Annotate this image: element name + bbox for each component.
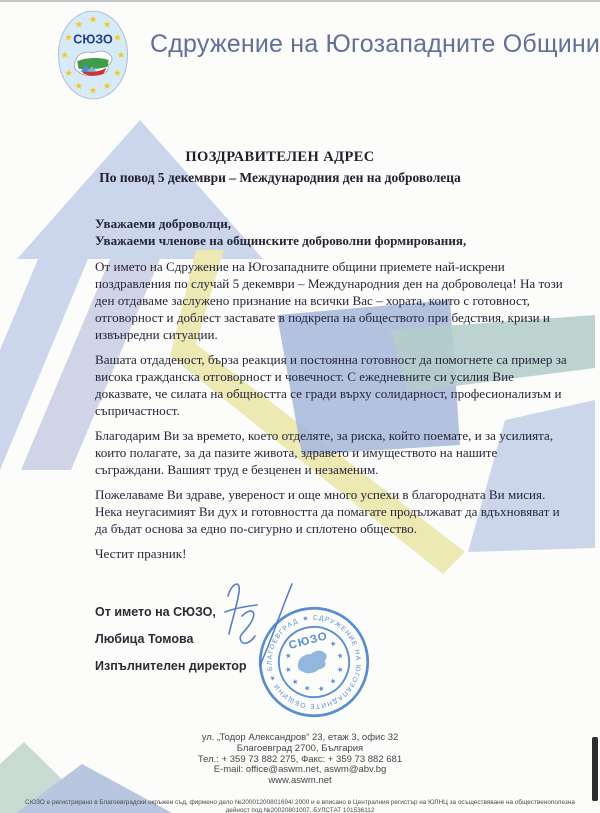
svg-text:★: ★: [328, 638, 338, 649]
registration-line-2: дейност под №20020801007, БУЛСТАТ 101536112: [225, 807, 375, 813]
footer-email: E-mail: office@aswm.net, aswm@abv.bg: [213, 764, 387, 776]
footer-city: Благоевград 2700, България: [236, 742, 364, 754]
paragraph-3: Благодарим Ви за времето, което отделяте, за риска, който поемате, и за усилията, които полагате, за да пазите живота, здравето и имуществото на нашите съграждани. Вашият труд е безценен и незаменим.: [95, 428, 554, 477]
svg-text:★: ★: [60, 50, 69, 62]
svg-text:★: ★: [88, 85, 98, 97]
svg-text:★: ★: [335, 650, 345, 661]
stamp-ring-text: ★ СДРУЖЕНИЕ НА ЮГОЗАПАДНИТЕ ОБЩИНИ ★ БЛАГОЕВГРАД: [266, 614, 362, 710]
svg-text:★: ★: [113, 32, 122, 44]
svg-text:★: ★: [335, 664, 345, 675]
svg-text:★: ★: [290, 676, 300, 687]
svg-text:★: ★: [102, 80, 112, 92]
logo-acronym: СЮЗО: [73, 32, 113, 47]
svg-text:★: ★: [283, 650, 293, 661]
svg-text:★: ★: [64, 67, 73, 79]
greeting-line-1: Уважаеми доброволци,: [95, 216, 232, 231]
organization-logo: [55, 9, 131, 101]
footer-phone-fax: Тел.: + 359 73 882 275, Факс: + 359 73 882 681: [197, 753, 403, 765]
official-round-stamp: [252, 600, 376, 724]
paragraph-2: Вашата отдаденост, бърза реакция и постоянна готовност да помогнете са пример за висока гражданска отговорност и човечност. С ежедневните си усилия Вие доказвате, че силата на общността се гради върху солидарност, професионализъм и съпричастност.: [95, 352, 567, 418]
greeting-line-2: Уважаеми членове на общинските доброволни формирования,: [95, 233, 467, 248]
footer-street: ул. „Тодор Александров“ 23, етаж 3, офис 32: [201, 732, 399, 743]
stamp-map: [295, 649, 330, 676]
scan-artifact-top-line: [0, 0, 600, 2]
signatory-name: Любица Томова: [95, 632, 194, 646]
svg-text:★: ★: [117, 50, 126, 62]
letter-heading: [60, 149, 500, 186]
closing-line: Честит празник!: [95, 546, 187, 561]
footer-address-block: [0, 733, 600, 787]
svg-text:★: ★: [64, 32, 73, 44]
svg-text:★: ★: [74, 80, 84, 92]
svg-text:★: ★: [102, 19, 112, 31]
footer-website: www.aswm.net: [268, 775, 332, 787]
organization-name: Сдружение на Югозападните Общини: [150, 30, 600, 58]
letter-subtitle: По повод 5 декември – Международния ден на доброволеца: [99, 170, 461, 185]
signatory-title: Изпълнителен директор: [95, 659, 247, 673]
letter-body: [95, 215, 568, 562]
stamp-center-text: СЮЗО: [287, 630, 330, 653]
svg-text:★: ★: [328, 675, 338, 687]
svg-text:★: ★: [74, 19, 84, 31]
svg-text:★: ★: [283, 664, 293, 675]
letter-title: ПОЗДРАВИТЕЛЕН АДРЕС: [185, 149, 375, 165]
svg-text:★: ★: [316, 683, 326, 694]
paragraph-4: Пожелаваме Ви здраве, увереност и още много успехи в благородната Ви мисия. Нека неугасимият Ви дух и готовността да помагате продължават да вдъхновяват и да бъдат основа за едно по-сигурно и сплотено общество.: [95, 487, 560, 536]
logo-bulgaria-map: [74, 51, 112, 76]
footer-registration-block: [0, 799, 600, 813]
svg-text:★: ★: [302, 682, 312, 694]
svg-text:★: ★: [88, 14, 98, 26]
registration-line-1: СЮЗО е регистрирано в Благоевградски окръжен съд, фирмено дело №20001200801694/ 2000 и е вписано в Централния регистър на ЮЛНЦ за осъществяване на общественополезна: [25, 799, 575, 806]
paragraph-1: От името на Сдружение на Югозападните общини приемете най-искрени поздравления по случай 5 декември – Международния ден на доброволеца! На този ден отдаваме заслужено признание на всички Вас – хората, които с готовност, отговорност и доблест заставате в подкрепа на обществото при бедствия, кризи и извънредни ситуации.: [95, 259, 563, 342]
svg-text:★: ★: [113, 67, 122, 79]
signature-on-behalf: От името на СЮЗО,: [95, 605, 216, 619]
